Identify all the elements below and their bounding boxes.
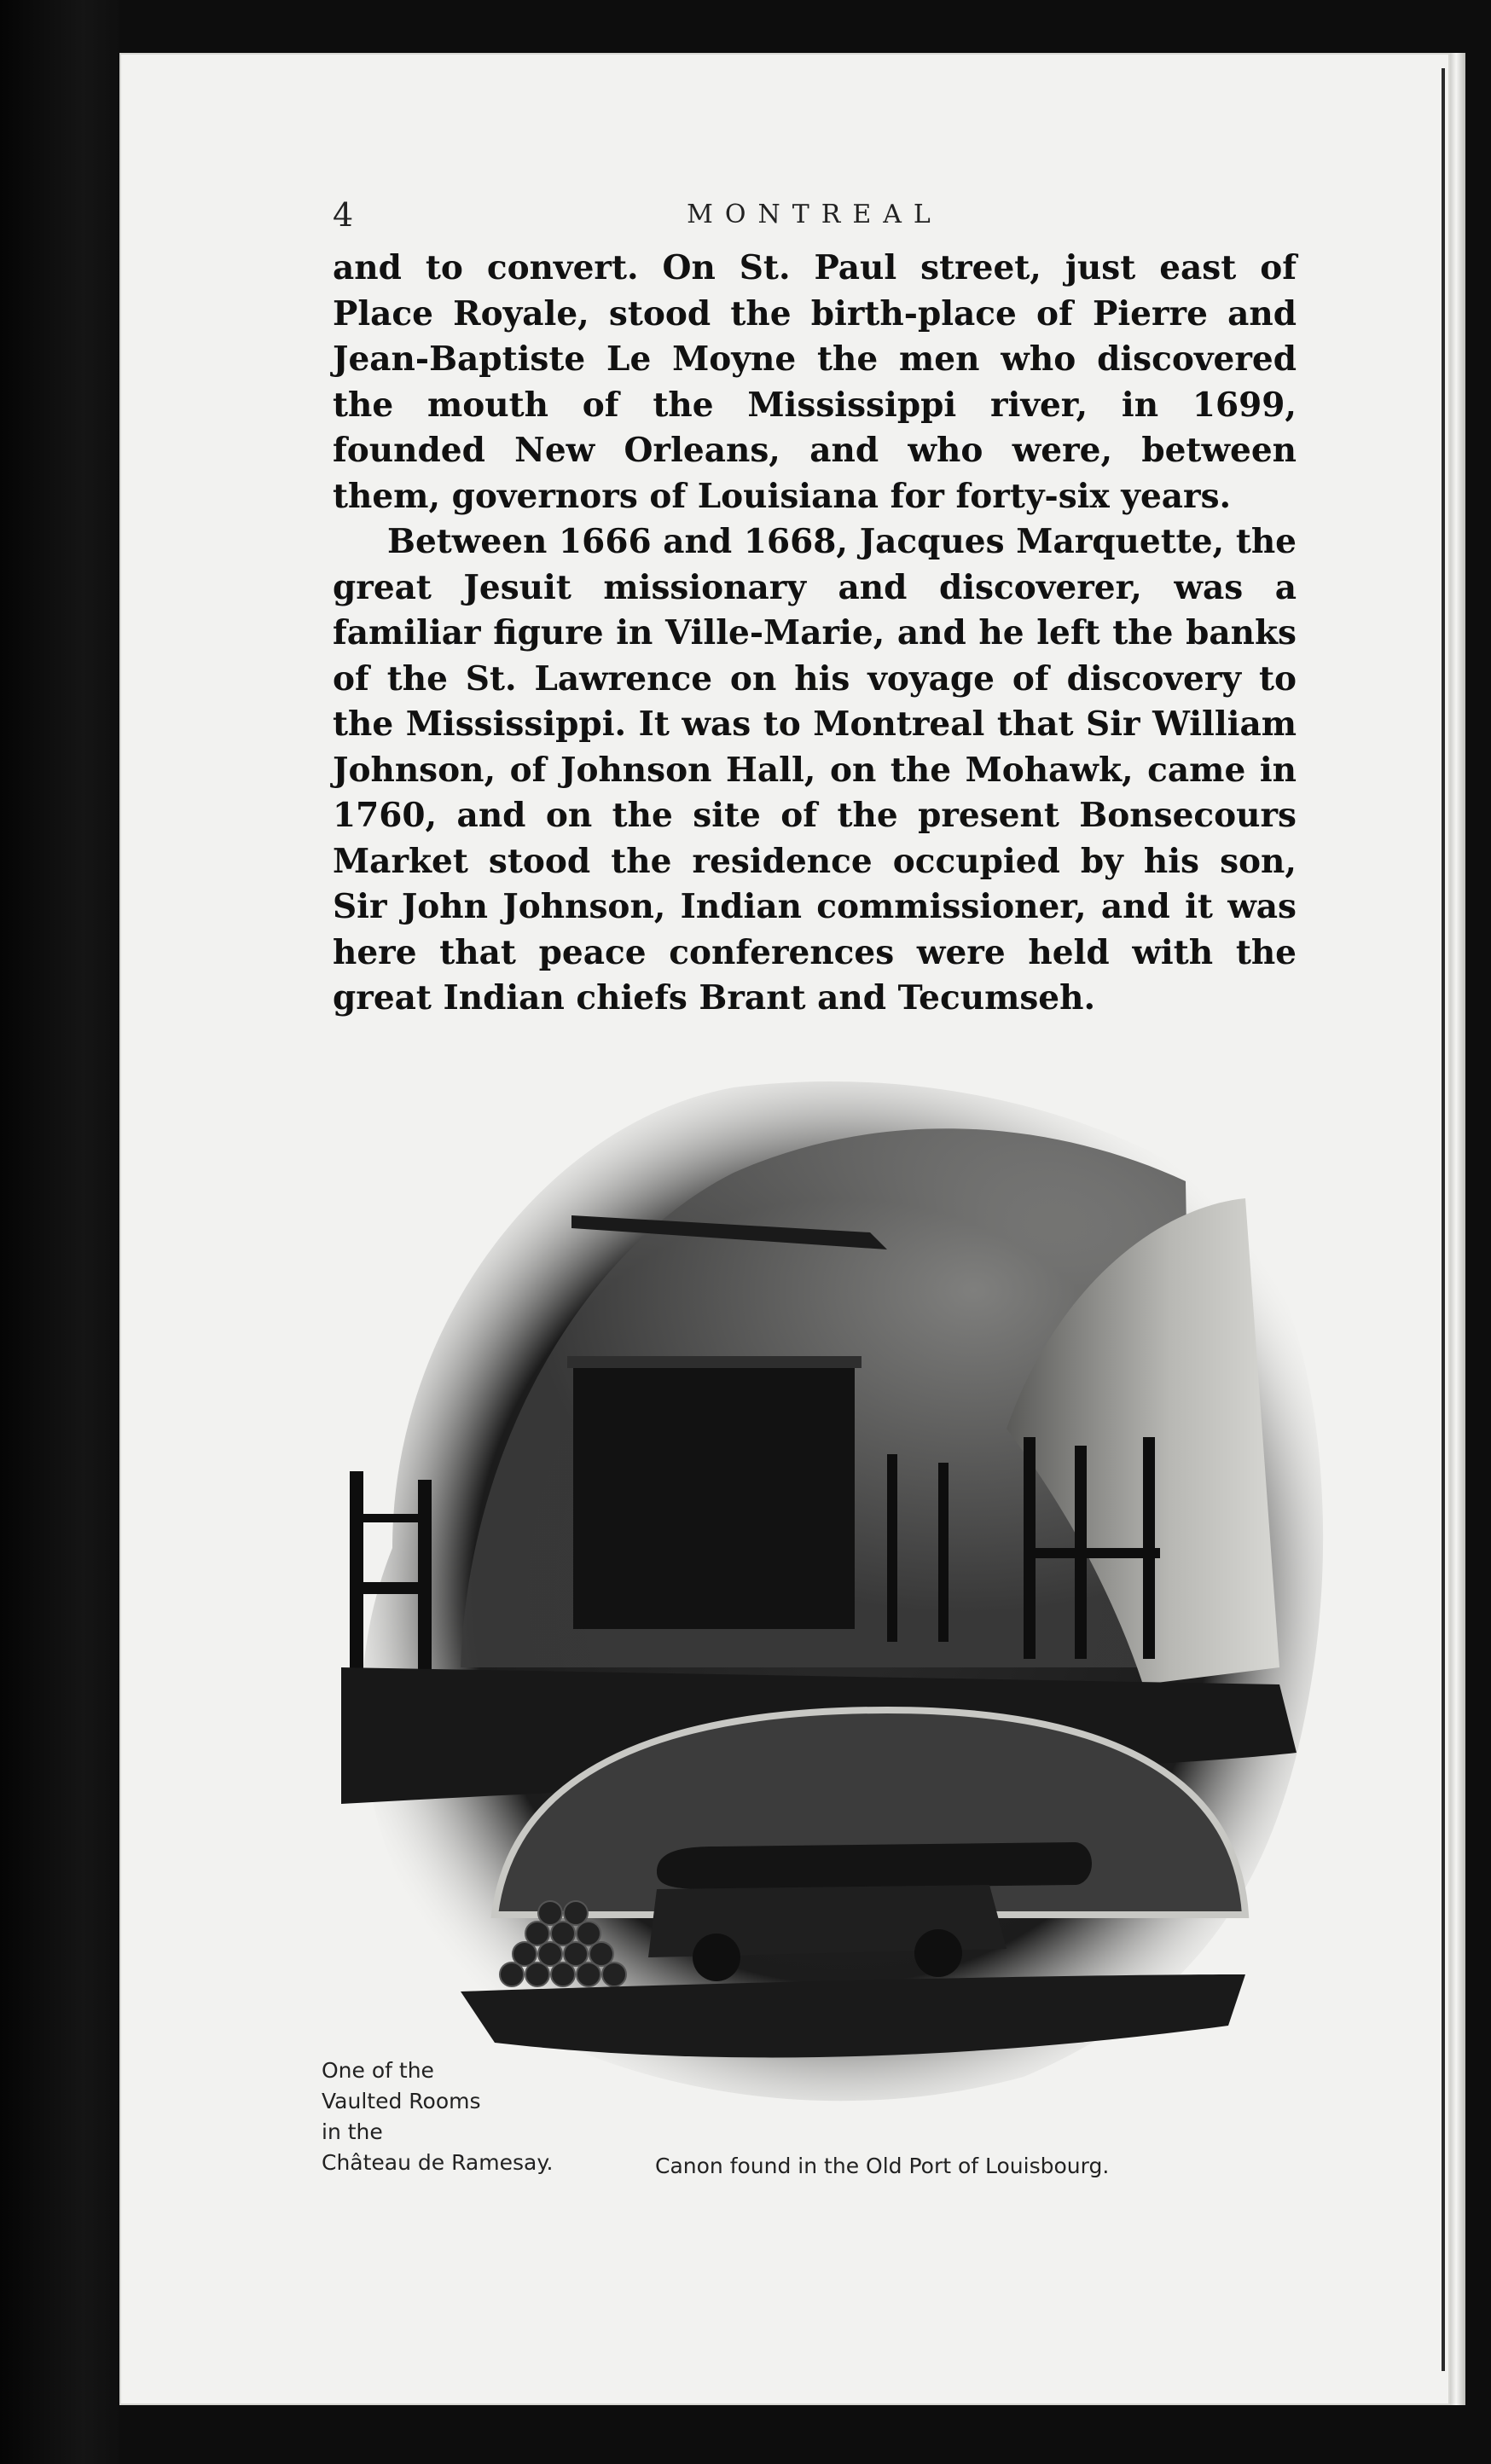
page-header — [333, 196, 1297, 239]
caption-line: in the — [322, 2119, 383, 2144]
photo-caption-right: Canon found in the Old Port of Louisbourg. — [655, 2154, 1110, 2178]
paragraph-2: Between 1666 and 1668, Jacques Marquette, the great Jesuit missionary and discoverer, was a familiar figure in Ville-Marie, and he left the banks of the St. Lawrence on his voyage of discovery to the Mississippi. It was to Montreal that Sir William Johnson, of Johnson Hall, on the Mohawk, came in 1760, and on the site of the present Bonsecours Market stood the residence occupied by his son, Sir John Johnson, Indian commissioner, and it was here that peace conferences were held with the great Indian chiefs Brant and Tecumseh. — [333, 522, 1297, 1017]
page-edge-line — [1442, 68, 1445, 2371]
book-gutter-shadow — [0, 0, 119, 2464]
page-edge-right — [1450, 53, 1465, 2405]
photo-caption-left — [322, 2055, 603, 2178]
body-text — [333, 246, 1297, 1022]
vaulted-room-photograph — [290, 1070, 1331, 2102]
caption-line: Vaulted Rooms — [322, 2089, 481, 2113]
caption-line: One of the — [322, 2058, 434, 2083]
paragraph-1: and to convert. On St. Paul street, just east of Place Royale, stood the birth-place of Pierre and Jean-Baptiste Le Moyne the men who discovered the mouth of the Mississippi river, in 1699, founded New Orleans, and who were, between them, governors of Louisiana for forty-six years. — [333, 248, 1297, 516]
page-number: 4 — [333, 196, 354, 234]
running-title: MONTREAL — [687, 200, 943, 229]
caption-line: Château de Ramesay. — [322, 2150, 554, 2175]
